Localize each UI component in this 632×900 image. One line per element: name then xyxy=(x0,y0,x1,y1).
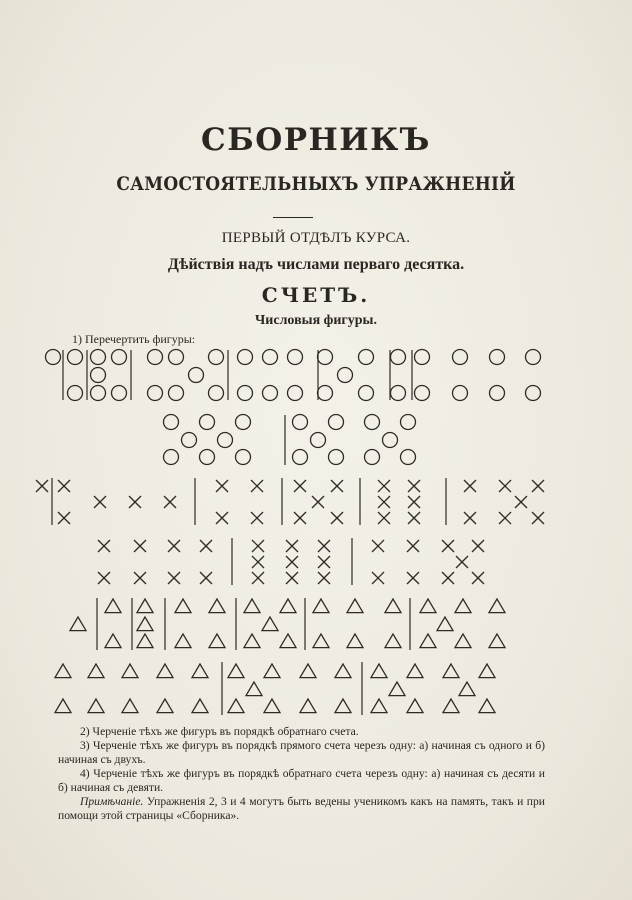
triangle-mark xyxy=(489,634,505,648)
circle-mark xyxy=(218,433,233,448)
circle-mark xyxy=(200,415,215,430)
circle-mark xyxy=(359,350,374,365)
triangle-mark xyxy=(313,634,329,648)
circle-mark xyxy=(263,386,278,401)
circle-mark xyxy=(236,450,251,465)
exercise-3: 3) Черченіе тѣхъ же фигуръ въ порядкѣ прямого счета черезъ одну: а) начиная съ одного и б) начиная съ двухъ. xyxy=(58,739,545,766)
circle-mark xyxy=(391,350,406,365)
circle-mark xyxy=(148,350,163,365)
circle-mark xyxy=(365,450,380,465)
triangle-mark xyxy=(371,699,387,713)
circle-mark xyxy=(238,350,253,365)
triangle-mark xyxy=(209,634,225,648)
circle-mark xyxy=(318,350,333,365)
circle-mark xyxy=(453,350,468,365)
triangle-mark xyxy=(443,699,459,713)
circle-mark xyxy=(68,386,83,401)
triangle-mark xyxy=(157,664,173,678)
triangle-mark xyxy=(437,617,453,631)
triangle-mark xyxy=(122,699,138,713)
circle-mark xyxy=(91,368,106,383)
triangle-mark xyxy=(105,599,121,613)
circle-mark xyxy=(526,350,541,365)
circle-mark xyxy=(401,415,416,430)
triangle-mark xyxy=(137,617,153,631)
triangle-mark xyxy=(192,699,208,713)
subtopic-heading: Числовыя фигуры. xyxy=(255,313,377,328)
triangle-mark xyxy=(335,664,351,678)
triangle-mark xyxy=(300,664,316,678)
triangle-mark xyxy=(228,664,244,678)
circle-mark xyxy=(112,386,127,401)
triangle-mark xyxy=(300,699,316,713)
circle-mark xyxy=(359,386,374,401)
circle-mark xyxy=(169,350,184,365)
triangle-mark xyxy=(489,599,505,613)
triangle-mark xyxy=(335,699,351,713)
topic-heading: СЧЕТЪ. xyxy=(261,283,371,307)
triangle-mark xyxy=(264,664,280,678)
triangle-mark xyxy=(55,664,71,678)
triangle-mark xyxy=(137,634,153,648)
circle-mark xyxy=(365,415,380,430)
triangle-mark xyxy=(347,634,363,648)
note-paragraph xyxy=(58,795,545,823)
triangle-mark xyxy=(455,634,471,648)
triangle-mark xyxy=(420,599,436,613)
triangle-mark xyxy=(244,634,260,648)
book-subtitle: САМОСТОЯТЕЛЬНЫХЪ УПРАЖНЕНІЙ xyxy=(116,174,516,195)
triangle-mark xyxy=(105,634,121,648)
triangle-mark xyxy=(88,664,104,678)
circle-mark xyxy=(209,350,224,365)
circle-mark xyxy=(293,415,308,430)
circle-mark xyxy=(415,350,430,365)
circle-mark xyxy=(68,350,83,365)
triangle-mark xyxy=(420,634,436,648)
triangle-mark xyxy=(479,699,495,713)
circle-mark xyxy=(112,350,127,365)
triangle-mark xyxy=(122,664,138,678)
triangle-mark xyxy=(88,699,104,713)
triangle-mark xyxy=(443,664,459,678)
circle-mark xyxy=(526,386,541,401)
circle-mark xyxy=(329,415,344,430)
book-title: СБОРНИКЪ xyxy=(201,122,431,158)
triangle-mark xyxy=(70,617,86,631)
exercise-4: 4) Черченіе тѣхъ же фигуръ въ порядкѣ обратнаго счета черезъ одну: а) начиная съ десяти и б) начиная съ девяти. xyxy=(58,767,545,794)
triangle-mark xyxy=(313,599,329,613)
triangle-mark xyxy=(137,599,153,613)
triangle-mark xyxy=(407,664,423,678)
triangle-mark xyxy=(459,682,475,696)
circle-mark xyxy=(91,386,106,401)
triangle-mark xyxy=(246,682,262,696)
triangle-mark xyxy=(407,699,423,713)
circle-mark xyxy=(164,415,179,430)
triangle-mark xyxy=(157,699,173,713)
triangle-mark xyxy=(479,664,495,678)
circle-mark xyxy=(236,415,251,430)
triangle-mark xyxy=(389,682,405,696)
triangle-mark xyxy=(175,599,191,613)
triangle-mark xyxy=(280,599,296,613)
circle-mark xyxy=(164,450,179,465)
circle-mark xyxy=(401,450,416,465)
circle-mark xyxy=(200,450,215,465)
exercises-text xyxy=(58,725,545,823)
circle-mark xyxy=(383,433,398,448)
circle-mark xyxy=(91,350,106,365)
circle-mark xyxy=(148,386,163,401)
circle-mark xyxy=(338,368,353,383)
circle-mark xyxy=(329,450,344,465)
circle-mark xyxy=(415,386,430,401)
triangle-mark xyxy=(264,699,280,713)
triangle-mark xyxy=(455,599,471,613)
circle-mark xyxy=(288,350,303,365)
exercise-2: 2) Черченіе тѣхъ же фигуръ въ порядкѣ обратнаго счета. xyxy=(80,725,359,738)
triangle-mark xyxy=(175,634,191,648)
section-heading: ПЕРВЫЙ ОТДѢЛЪ КУРСА. xyxy=(221,230,411,246)
circle-mark xyxy=(209,386,224,401)
triangle-mark xyxy=(55,699,71,713)
circle-mark xyxy=(490,386,505,401)
circle-mark xyxy=(263,350,278,365)
triangle-mark xyxy=(209,599,225,613)
note-text: Упражненія 2, 3 и 4 могутъ быть ведены ученикомъ какъ на память, такъ и при помощи этой страницы «Сборника». xyxy=(58,795,545,822)
triangle-mark xyxy=(192,664,208,678)
triangle-mark xyxy=(244,599,260,613)
circle-mark xyxy=(189,368,204,383)
circle-mark xyxy=(288,386,303,401)
circle-mark xyxy=(293,450,308,465)
circle-mark xyxy=(453,386,468,401)
triangle-mark xyxy=(228,699,244,713)
circle-mark xyxy=(490,350,505,365)
circle-mark xyxy=(182,433,197,448)
note-label: Примѣчаніе. xyxy=(80,795,144,808)
circle-mark xyxy=(46,350,61,365)
triangle-mark xyxy=(385,634,401,648)
circle-mark xyxy=(311,433,326,448)
triangle-mark xyxy=(371,664,387,678)
circle-mark xyxy=(169,386,184,401)
circle-mark xyxy=(318,386,333,401)
exercise-1: 1) Перечертить фигуры: xyxy=(72,332,196,346)
triangle-mark xyxy=(385,599,401,613)
subject-heading: Дѣйствія надъ числами перваго десятка. xyxy=(167,256,465,273)
circle-mark xyxy=(391,386,406,401)
circle-mark xyxy=(238,386,253,401)
triangle-mark xyxy=(347,599,363,613)
triangle-mark xyxy=(262,617,278,631)
triangle-mark xyxy=(280,634,296,648)
